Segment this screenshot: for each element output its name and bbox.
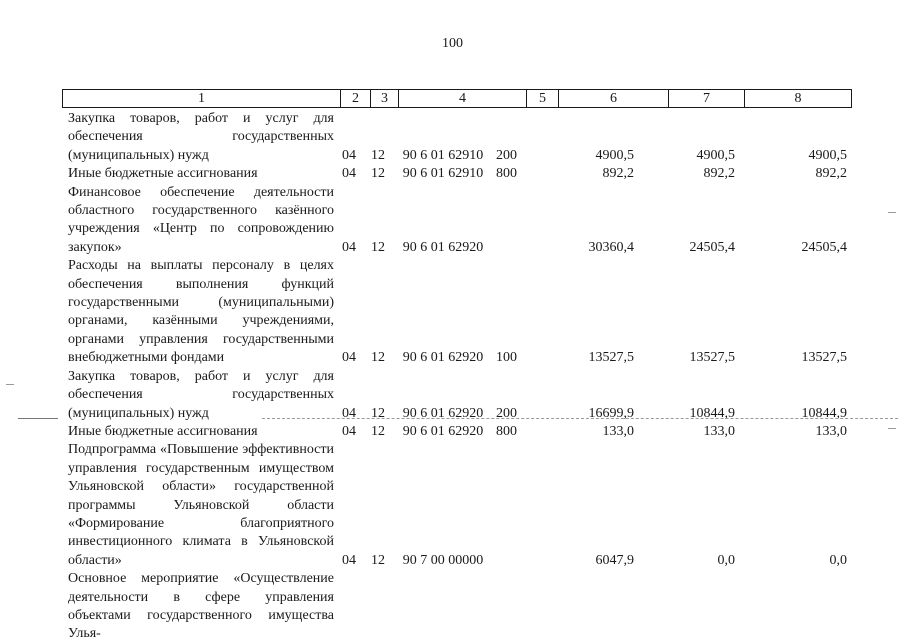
scan-cut-line-left <box>18 418 58 419</box>
row-amount-8: 4900,5 <box>808 147 847 163</box>
row-expense-type: 800 <box>496 166 517 182</box>
row-amount-7: 0,0 <box>717 552 735 568</box>
header-cell-4: 4 <box>399 90 527 107</box>
header-cell-1: 1 <box>63 90 341 107</box>
row-amount-6: 6047,9 <box>595 552 634 568</box>
table-row <box>62 184 850 258</box>
row-section: 04 <box>342 405 356 421</box>
row-amount-6: 30360,4 <box>588 239 634 255</box>
row-section: 04 <box>342 147 356 163</box>
row-target-code: 90 6 01 62920 <box>402 423 484 439</box>
row-amount-6: 13527,5 <box>588 350 634 366</box>
row-subsection: 12 <box>371 147 385 163</box>
scan-cut-line <box>262 418 898 419</box>
row-amount-6: 133,0 <box>602 423 634 439</box>
header-cell-5: 5 <box>527 90 559 107</box>
row-target-code: 90 6 01 62910 <box>402 166 484 182</box>
row-name: Подпрограмма «Повышение эффективности управления государственным имуществом Ульяновской области» государственной программы Ульяновской области «Формирование благоприятного инвестиционного климата в Ульяновской области» <box>68 442 334 568</box>
row-subsection: 12 <box>371 552 385 568</box>
row-name: Закупка товаров, работ и услуг для обеспечения государственных (муниципальных) нужд <box>68 368 334 421</box>
row-subsection: 12 <box>371 239 385 255</box>
page-number: 100 <box>442 36 463 51</box>
row-target-code: 90 6 01 62920 <box>402 239 484 255</box>
row-amount-8: 24505,4 <box>801 239 847 255</box>
scan-margin-mark <box>6 384 14 385</box>
row-amount-7: 4900,5 <box>696 147 735 163</box>
row-target-code: 90 6 01 62910 <box>402 147 484 163</box>
row-amount-8: 10844,9 <box>801 405 847 421</box>
row-amount-8: 133,0 <box>815 423 847 439</box>
table-row <box>62 257 850 367</box>
row-expense-type: 800 <box>496 423 517 439</box>
row-amount-8: 13527,5 <box>801 350 847 366</box>
scan-margin-mark <box>888 428 896 429</box>
table-row <box>62 368 850 423</box>
header-cell-3: 3 <box>371 90 399 107</box>
row-amount-7: 24505,4 <box>689 239 735 255</box>
row-name: Основное мероприятие «Осуществление деятельности в сфере управления объектами государственного имущества Улья- <box>68 571 334 642</box>
scan-margin-mark <box>888 212 896 213</box>
row-expense-type: 100 <box>496 350 517 366</box>
row-subsection: 12 <box>371 350 385 366</box>
row-amount-8: 0,0 <box>829 552 847 568</box>
row-subsection: 12 <box>371 423 385 439</box>
row-target-code: 90 7 00 00000 <box>402 552 484 568</box>
row-expense-type: 200 <box>496 147 517 163</box>
table-row <box>62 570 850 644</box>
table-row <box>62 441 850 570</box>
row-amount-7: 10844,9 <box>689 405 735 421</box>
table-row <box>62 165 850 183</box>
row-name: Иные бюджетные ассигнования <box>68 166 258 182</box>
row-name: Закупка товаров, работ и услуг для обеспечения государственных (муниципальных) нужд <box>68 111 334 163</box>
row-amount-7: 133,0 <box>703 423 735 439</box>
table-body <box>62 110 850 644</box>
header-cell-8: 8 <box>794 91 802 106</box>
row-subsection: 12 <box>371 166 385 182</box>
header-cell-7: 7 <box>669 90 745 107</box>
row-expense-type: 200 <box>496 405 517 421</box>
table-row <box>62 423 850 441</box>
header-cell-2: 2 <box>341 90 371 107</box>
header-cell-6: 6 <box>559 90 669 107</box>
row-subsection: 12 <box>371 405 385 421</box>
table-header-row <box>62 89 852 108</box>
row-amount-6: 16699,9 <box>588 405 634 421</box>
row-target-code: 90 6 01 62920 <box>402 350 484 366</box>
row-target-code: 90 6 01 62920 <box>402 405 484 421</box>
row-amount-8: 892,2 <box>815 166 847 182</box>
row-amount-7: 892,2 <box>703 166 735 182</box>
row-name: Расходы на выплаты персоналу в целях обеспечения выполнения функций государственными (муниципальными) органами, казёнными учреждениями, органами управления государственными внебюджетными фондами <box>68 258 334 366</box>
row-name: Иные бюджетные ассигнования <box>68 423 258 439</box>
row-section: 04 <box>342 423 356 439</box>
table-row <box>62 110 850 165</box>
row-section: 04 <box>342 350 356 366</box>
row-name: Финансовое обеспечение деятельности областного государственного казённого учреждения «Центр по сопровождению закупок» <box>68 184 334 255</box>
row-section: 04 <box>342 552 356 568</box>
row-section: 04 <box>342 166 356 182</box>
row-amount-6: 4900,5 <box>595 147 634 163</box>
row-amount-6: 892,2 <box>602 166 634 182</box>
row-amount-7: 13527,5 <box>689 350 735 366</box>
row-section: 04 <box>342 239 356 255</box>
